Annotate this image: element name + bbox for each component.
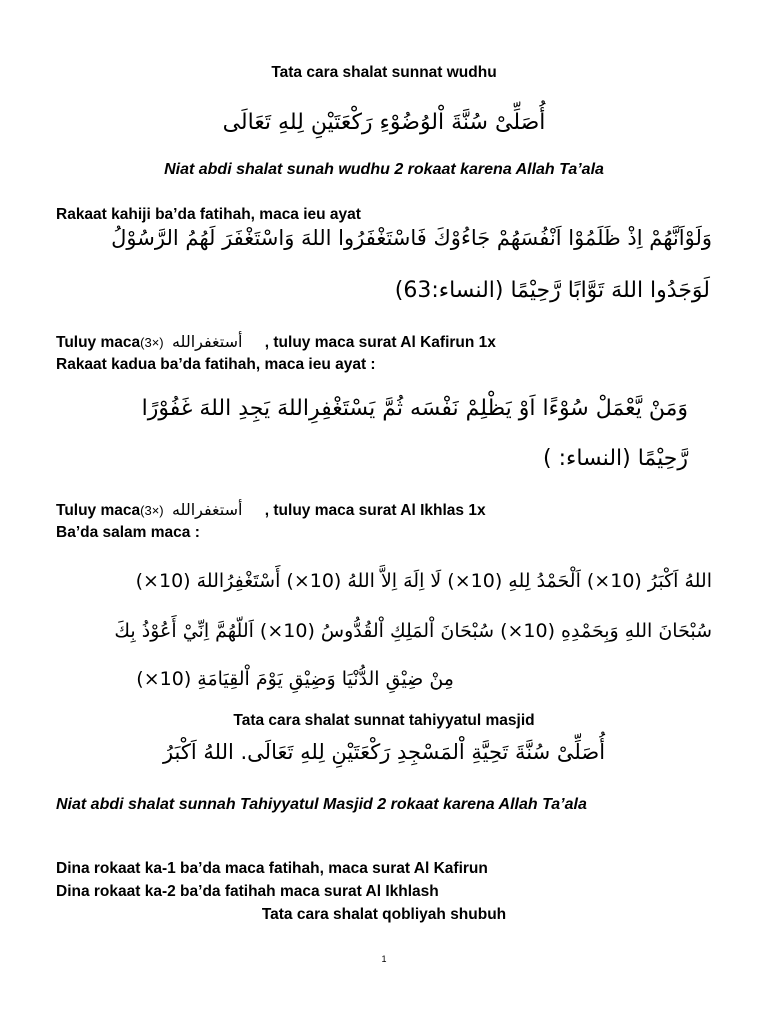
niat-wudhu-latin: Niat abdi shalat sunah wudhu 2 rokaat karena Allah Ta’ala	[164, 161, 604, 178]
rakaat2-heading: Rakaat kadua ba’da fatihah, maca ieu ayat :	[56, 356, 376, 373]
tuluy2-suffix: , tuluy maca surat Al Ikhlas 1x	[264, 502, 486, 519]
dzikir-line1: اللهُ اَكْبَرُ (10×) اَلْحَمْدُ لِلهِ (10×) لَا اِلَهَ اِلاَّ اللهُ (10×) أَسْتَغْفِرُاللهَ (10×)	[135, 570, 712, 592]
tuluy2-line	[56, 500, 486, 520]
tuluy1-suffix: , tuluy maca surat Al Kafirun 1x	[264, 334, 496, 351]
tuluy1-prefix: Tuluy maca	[56, 334, 141, 351]
dzikir-line3: مِنْ ضِيْقِ الدُّنْيَا وَضِيْقِ يَوْمَ اْلقِيَامَةِ (10×)	[136, 668, 454, 690]
title-tahiyyat: Tata cara shalat sunnat tahiyyatul masjid	[233, 712, 535, 729]
tuluy1-arabic: أستغفرالله	[171, 332, 243, 351]
niat-tahiyyat-latin: Niat abdi shalat sunnah Tahiyyatul Masjid 2 rokaat karena Allah Ta’ala	[56, 796, 587, 813]
rakaat2-ayat-line2: رَّحِيْمًا (النساء: )	[543, 446, 688, 471]
tuluy2-arabic: أستغفرالله	[171, 500, 243, 519]
niat-tahiyyat-arabic: أُصَلِّىْ سُنَّةَ تَحِيَّةِ اْلمَسْجِدِ رَكْعَتَيْنِ لِلهِ تَعَالَى. اللهُ اَكْبَرُ	[162, 740, 606, 764]
title-wudhu: Tata cara shalat sunnat wudhu	[271, 64, 497, 81]
dzikir-line2: سُبْحَانَ اللهِ وَبِحَمْدِهِ (10×) سُبْحَانَ اْلمَلِكِ اْلقُدُّوسُ (10×) اَللّهُمَّ اِنِّيْ أَعُوْذُ بِكَ	[114, 620, 712, 642]
rakaat1-heading: Rakaat kahiji ba’da fatihah, maca ieu ayat	[56, 206, 361, 223]
title-qobliyah: Tata cara shalat qobliyah shubuh	[261, 906, 507, 923]
tuluy2-count: (3×)	[140, 503, 164, 518]
tuluy1-line	[56, 332, 496, 352]
rakaat1-ayat-line1: وَلَوْاَنَّهُمْ اِذْ ظَلَمُوْا اَنْفُسَهُمْ جَاءُوْكَ فَاسْتَغْفَرُوا اللهَ وَاسْتَغْفَرَ لَهُمُ الرَّسُوْلُ	[111, 226, 712, 250]
page-number: 1	[381, 954, 387, 964]
rokaat1-line: Dina rokaat ka-1 ba’da maca fatihah, maca surat Al Kafirun	[56, 860, 488, 877]
niat-wudhu-arabic: أُصَلِّىْ سُنَّةَ اْلوُضُوْءِ رَكْعَتَيْنِ لِلهِ تَعَالَى	[222, 110, 546, 135]
tuluy1-count: (3×)	[140, 335, 164, 350]
rokaat2-line: Dina rokaat ka-2 ba’da fatihah maca surat Al Ikhlash	[56, 883, 439, 900]
rakaat2-ayat-line1: وَمَنْ يَّعْمَلْ سُوْءًا اَوْ يَظْلِمْ نَفْسَه ثُمَّ يَسْتَغْفِرِاللهَ يَجِدِ اللهَ غَفُوْرًا	[141, 396, 688, 421]
rakaat1-ayat-line2: لَوَجَدُوا اللهَ تَوَّابًا رَّحِيْمًا (النساء:63)	[394, 278, 710, 303]
salam-heading: Ba’da salam maca :	[56, 524, 200, 541]
tuluy2-prefix: Tuluy maca	[56, 502, 141, 519]
